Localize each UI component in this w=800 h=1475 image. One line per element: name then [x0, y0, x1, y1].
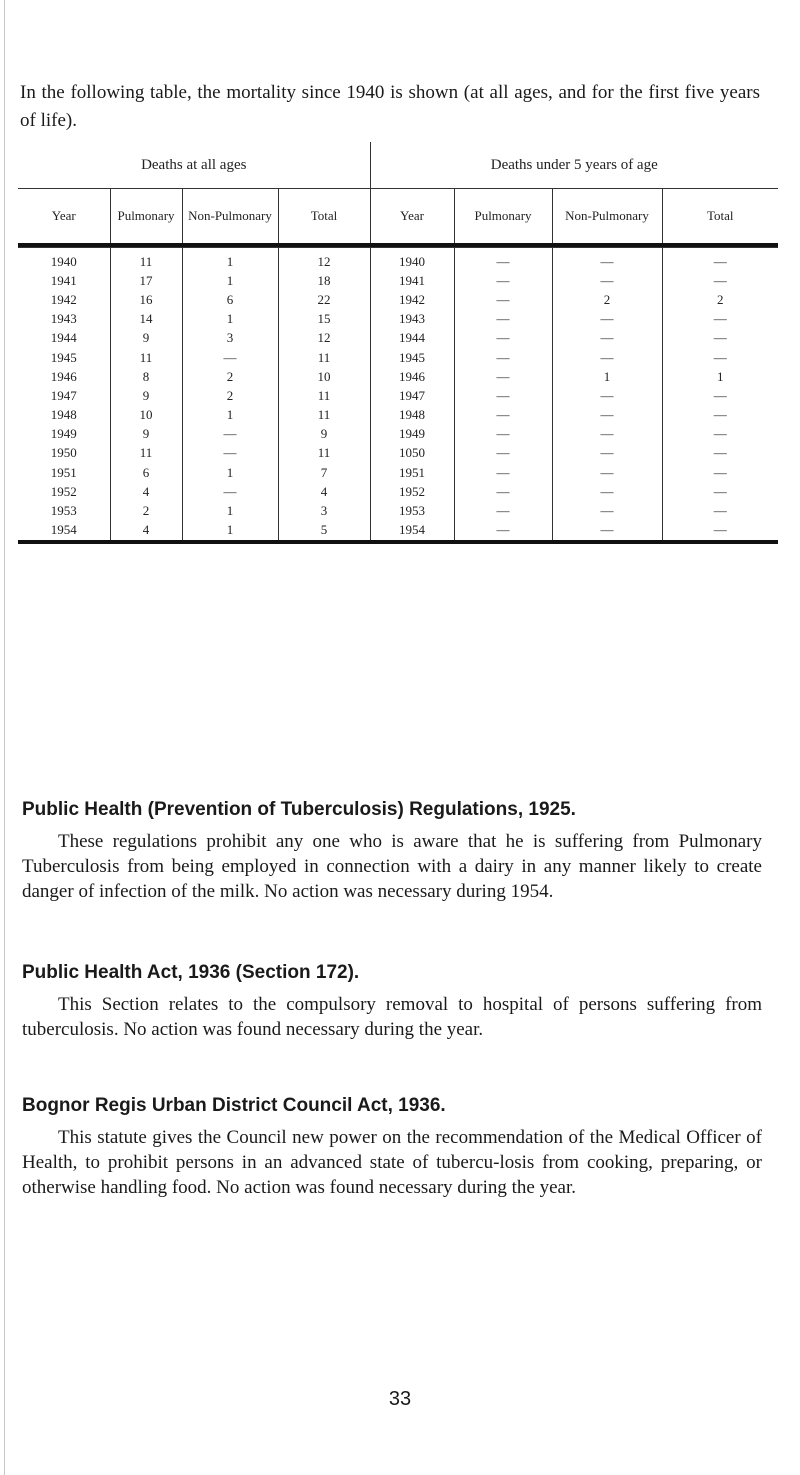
table-cell: —	[454, 444, 552, 463]
table-cell: 17	[110, 271, 182, 290]
col-header-year: Year	[18, 189, 110, 246]
col-header-pulmonary: Pulmonary	[110, 189, 182, 246]
table-cell: —	[713, 349, 727, 365]
table-cell: —	[552, 248, 662, 272]
table-cell: —	[454, 386, 552, 405]
table-cell: 12	[278, 248, 370, 272]
table-cell: —	[552, 482, 662, 501]
table-cell: 1940	[370, 248, 454, 272]
table-cell: 1943	[18, 310, 110, 329]
table-cell: 1946	[370, 367, 454, 386]
table-row	[18, 463, 778, 482]
table-cell: 1	[182, 463, 278, 482]
table-cell: —	[713, 311, 727, 327]
table-cell: —	[713, 483, 727, 499]
table-cell: 4	[110, 482, 182, 501]
section-heading: Bognor Regis Urban District Council Act, 1936.	[22, 1095, 446, 1116]
table-cell: —	[552, 271, 662, 290]
table-cell: 1944	[18, 329, 110, 348]
table-cell: —	[182, 444, 278, 463]
table-cell: —	[552, 521, 662, 542]
table-cell: 14	[110, 310, 182, 329]
table-cell: 15	[278, 310, 370, 329]
table-cell: 1947	[18, 386, 110, 405]
table-cell: 1948	[370, 406, 454, 425]
col-header-total: Total	[278, 189, 370, 246]
table-cell: 6	[182, 290, 278, 309]
table-cell: 11	[110, 444, 182, 463]
table-cell: 1944	[370, 329, 454, 348]
mortality-table	[18, 142, 778, 544]
table-cell: 1	[182, 501, 278, 520]
table-cell: —	[713, 272, 727, 288]
table-cell: 5	[278, 521, 370, 542]
table-cell: 1950	[18, 444, 110, 463]
table-cell: —	[552, 310, 662, 329]
table-cell: 1940	[18, 248, 110, 272]
table-cell: 16	[110, 290, 182, 309]
table-cell: —	[713, 464, 727, 480]
table-cell: 1953	[18, 501, 110, 520]
table-cell: 11	[278, 386, 370, 405]
table-cell: 1947	[370, 386, 454, 405]
table-cell: 9	[278, 425, 370, 444]
binding-edge	[4, 0, 5, 1475]
table-cell: 9	[110, 425, 182, 444]
table-cell: 2	[717, 291, 724, 307]
table-row	[18, 271, 778, 290]
table-cell: 1	[182, 271, 278, 290]
mortality-table-container	[18, 142, 798, 544]
table-cell: —	[182, 425, 278, 444]
table-cell: 22	[278, 290, 370, 309]
table-cell: —	[552, 348, 662, 367]
table-cell: —	[182, 348, 278, 367]
section-heading: Public Health Act, 1936 (Section 172).	[22, 962, 360, 983]
table-cell: —	[552, 425, 662, 444]
page-number: 33	[388, 1388, 412, 1410]
table-cell: 1941	[370, 271, 454, 290]
table-cell: —	[454, 290, 552, 309]
table-row	[18, 386, 778, 405]
table-cell: —	[662, 248, 778, 272]
table-cell: 1	[182, 406, 278, 425]
table-cell: 1949	[370, 425, 454, 444]
table-cell: —	[454, 501, 552, 520]
table-cell: —	[713, 426, 727, 442]
table-cell: 1	[717, 368, 724, 384]
table-cell: 1948	[18, 406, 110, 425]
table-cell: —	[713, 503, 727, 519]
table-cell: 18	[278, 271, 370, 290]
table-cell: —	[552, 386, 662, 405]
table-cell: —	[454, 348, 552, 367]
section-prevention-regulations	[22, 797, 762, 904]
section-body: This Section relates to the compulsory removal to hospital of persons suffering from tuberculosis. No action was found necessary during the year.	[22, 994, 762, 1040]
table-cell: —	[454, 463, 552, 482]
table-row	[18, 521, 778, 542]
table-row	[18, 501, 778, 520]
table-cell: 11	[278, 348, 370, 367]
table-cell: 1946	[18, 367, 110, 386]
col-header-non-pulmonary-under5: Non-Pulmonary	[552, 189, 662, 246]
table-cell: 1942	[18, 290, 110, 309]
table-cell: —	[552, 444, 662, 463]
table-cell: 1	[182, 248, 278, 272]
table-row	[18, 348, 778, 367]
table-cell: 1951	[18, 463, 110, 482]
table-cell: 10	[110, 406, 182, 425]
table-row	[18, 425, 778, 444]
table-cell: 1953	[370, 501, 454, 520]
table-cell: 9	[110, 386, 182, 405]
col-header-year-under5: Year	[370, 189, 454, 246]
table-cell: 1	[552, 367, 662, 386]
table-cell: 1945	[18, 348, 110, 367]
table-cell: 2	[182, 386, 278, 405]
table-row	[18, 310, 778, 329]
table-cell: —	[454, 248, 552, 272]
table-cell: —	[454, 310, 552, 329]
table-cell: 9	[110, 329, 182, 348]
table-cell: 4	[110, 521, 182, 542]
table-cell: 1943	[370, 310, 454, 329]
group-header-all-ages: Deaths at all ages	[18, 142, 370, 189]
table-row	[18, 329, 778, 348]
table-cell: 1050	[370, 444, 454, 463]
section-heading: Public Health (Prevention of Tuberculosis) Regulations, 1925.	[22, 799, 576, 820]
table-cell: 2	[182, 367, 278, 386]
table-row	[18, 444, 778, 463]
table-cell: 4	[278, 482, 370, 501]
section-body: This statute gives the Council new power on the recommendation of the Medical Officer of Health, to prohibit persons in an advanced state of tubercu-losis from cooking, preparing, or otherwise handling food. No action was found necessary during the year.	[22, 1127, 762, 1198]
table-row	[18, 290, 778, 309]
table-cell: —	[552, 501, 662, 520]
table-cell: 11	[110, 348, 182, 367]
table-cell: —	[454, 521, 552, 542]
section-body: These regulations prohibit any one who is aware that he is suffering from Pulmonary Tuberculosis from being employed in connection with a dairy in any manner likely to create danger of infection of the milk. No action was necessary during 1954.	[22, 831, 762, 902]
table-cell: —	[713, 330, 727, 346]
table-cell: —	[182, 482, 278, 501]
table-cell: —	[713, 407, 727, 423]
table-cell: 8	[110, 367, 182, 386]
table-body	[18, 248, 778, 542]
table-cell: 1954	[18, 521, 110, 542]
table-cell: —	[552, 329, 662, 348]
table-row	[18, 406, 778, 425]
table-cell: —	[552, 406, 662, 425]
group-header-under-5: Deaths under 5 years of age	[490, 156, 658, 173]
table-cell: 7	[278, 463, 370, 482]
table-cell: —	[454, 406, 552, 425]
table-cell: 11	[278, 444, 370, 463]
table-cell: —	[552, 463, 662, 482]
section-bognor-regis-act	[22, 1093, 762, 1200]
table-cell: 2	[110, 501, 182, 520]
table-cell: 3	[182, 329, 278, 348]
section-public-health-act	[22, 960, 762, 1042]
table-cell: —	[662, 521, 778, 542]
table-cell: 1952	[18, 482, 110, 501]
table-cell: 2	[552, 290, 662, 309]
table-cell: 1949	[18, 425, 110, 444]
table-cell: —	[454, 271, 552, 290]
table-cell: —	[454, 482, 552, 501]
col-header-total-under5: Total	[662, 189, 778, 246]
table-cell: 1942	[370, 290, 454, 309]
table-row	[18, 248, 778, 272]
table-cell: 11	[278, 406, 370, 425]
table-cell: 1	[182, 310, 278, 329]
table-cell: —	[454, 425, 552, 444]
table-row	[18, 367, 778, 386]
table-cell: 3	[278, 501, 370, 520]
table-cell: —	[713, 445, 727, 461]
table-cell: —	[454, 367, 552, 386]
table-row	[18, 482, 778, 501]
table-cell: 1951	[370, 463, 454, 482]
table-cell: 1954	[370, 521, 454, 542]
col-header-non-pulmonary: Non-Pulmonary	[182, 189, 278, 246]
table-cell: 1952	[370, 482, 454, 501]
table-cell: —	[713, 387, 727, 403]
table-cell: 6	[110, 463, 182, 482]
table-cell: 1945	[370, 348, 454, 367]
table-cell: 12	[278, 329, 370, 348]
intro-paragraph: In the following table, the mortality since 1940 is shown (at all ages, and for the first five years of life).	[20, 82, 760, 131]
table-cell: —	[454, 329, 552, 348]
table-cell: 11	[110, 248, 182, 272]
table-cell: 1	[182, 521, 278, 542]
col-header-pulmonary-under5: Pulmonary	[454, 189, 552, 246]
table-cell: 1941	[18, 271, 110, 290]
table-cell: 10	[278, 367, 370, 386]
